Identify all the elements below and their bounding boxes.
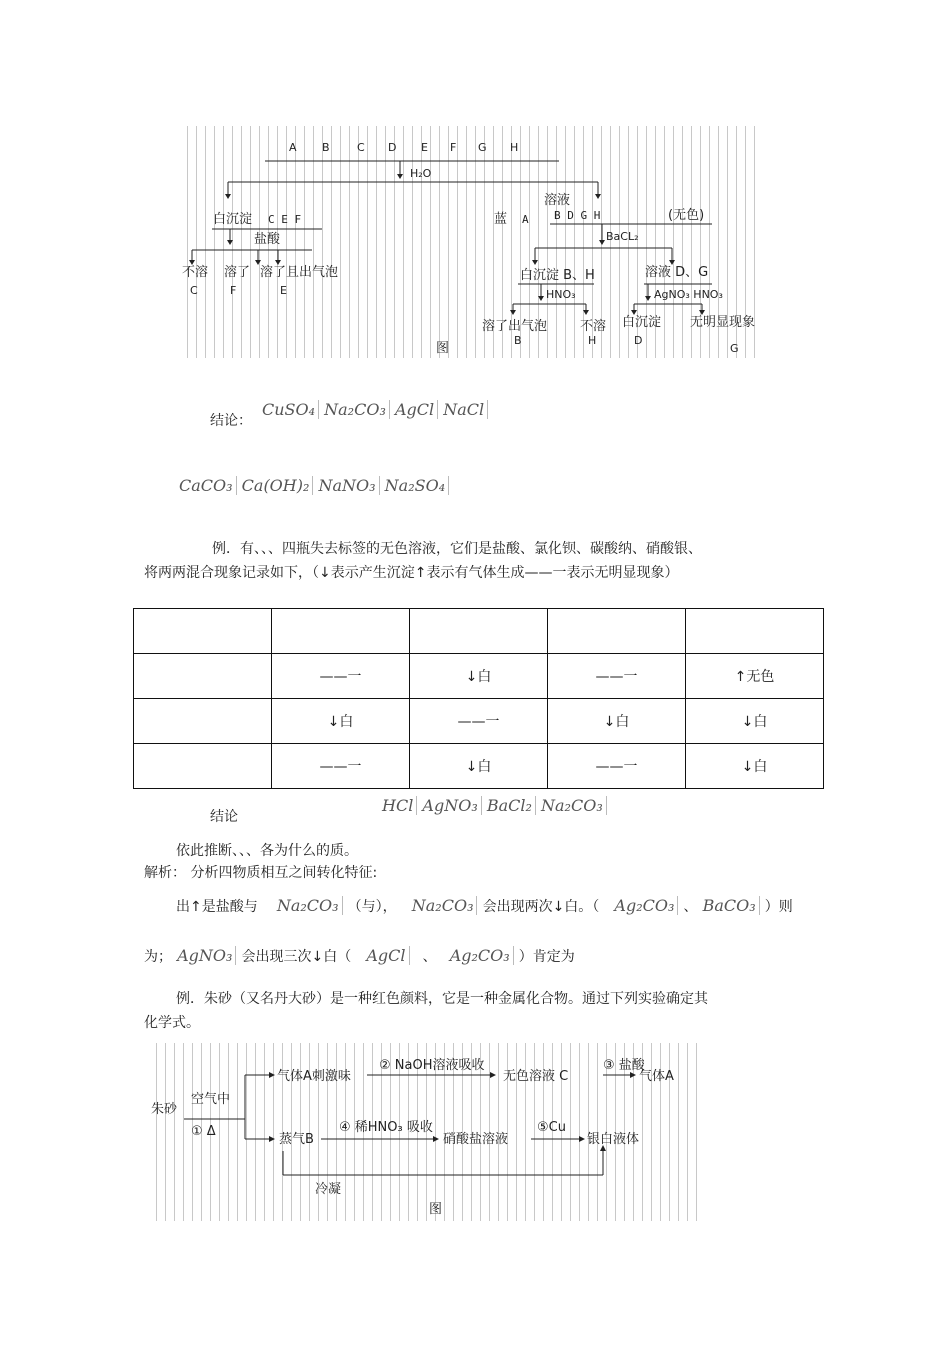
table-row — [134, 699, 824, 744]
label-b: B — [514, 334, 522, 347]
dissolved-label: 溶了 — [224, 265, 251, 280]
formula-nano3: NaNO₃ — [319, 476, 380, 495]
infer-line: 依此推断、、、各为什么的质。 — [176, 843, 358, 859]
conclusion1-label: 结论： — [210, 413, 252, 429]
table-cell: ↑无色 — [686, 654, 824, 699]
formula-ag2co3: Ag₂CO₃ — [614, 896, 678, 915]
label-c: C — [190, 284, 198, 297]
hcl-label: 盐酸 — [254, 232, 281, 247]
step2-label: ② NaOH溶液吸收 — [379, 1058, 485, 1073]
water-label: H₂O — [410, 167, 432, 180]
analysis-line-a — [176, 896, 793, 916]
a-label: A — [522, 213, 529, 226]
solution-c-label: 无色溶液 C — [503, 1069, 569, 1084]
formula-caoh2: Ca(OH)₂ — [242, 476, 314, 495]
vapor-b-label: 蒸气B — [279, 1132, 314, 1147]
condense-label: 冷凝 — [315, 1182, 342, 1197]
letter-a: A — [289, 141, 297, 154]
diagram2-caption: 图 — [429, 1202, 443, 1217]
conclusion1-formulas-row2 — [179, 476, 449, 495]
analysis-a-text4: 、 — [683, 899, 698, 915]
analysis-a-text5: ）则 — [764, 899, 793, 915]
analysis-b-text1: 为； — [144, 949, 172, 965]
letter-b: B — [322, 141, 330, 154]
white-precip-label: 白沉淀 — [213, 212, 253, 227]
dissolved-bubble-label: 溶了出气泡 — [482, 319, 548, 334]
analysis-b-text4: ）肯定为 — [518, 949, 575, 965]
formula-ag2co3-b: Ag₂CO₃ — [450, 946, 514, 965]
step3-label: ③ 盐酸 — [603, 1058, 645, 1073]
dissolved-gas-label: 溶了且出气泡 — [260, 265, 339, 280]
air-label: 空气中 — [191, 1092, 231, 1107]
agno3-hno3-label: AgNO₃ HNO₃ — [654, 288, 723, 301]
gas-a-label: 气体A刺激味 — [277, 1069, 351, 1084]
colorless-label: (无色) — [668, 208, 705, 223]
table-cell — [410, 609, 548, 654]
table-cell — [686, 609, 824, 654]
blue-label: 蓝 — [494, 212, 508, 227]
cinnabar-label: 朱砂 — [151, 1102, 178, 1117]
conclusion2-label: 结论 — [210, 809, 238, 825]
conclusion1-formulas-row1 — [262, 400, 488, 419]
diagram1-caption: 图 — [436, 341, 450, 356]
table-cell: ——一 — [548, 654, 686, 699]
table-row — [134, 654, 824, 699]
formula-agno3-b: AgNO₃ — [177, 946, 236, 965]
cef-label: C E F — [268, 213, 302, 226]
table-cell: ——一 — [410, 699, 548, 744]
table-cell — [134, 699, 272, 744]
example3-line2: 化学式。 — [144, 1015, 200, 1031]
table-row — [134, 744, 824, 789]
table-cell: ——一 — [272, 654, 410, 699]
analysis-a-text1: 出↑是盐酸与 — [176, 899, 258, 915]
step5-label: ⑤Cu — [537, 1120, 566, 1135]
example3-line1: 例．朱砂（又名丹大砂）是一种红色颜料，它是一种金属化合物。通过下列实验确定其 — [176, 991, 708, 1007]
label-e: E — [280, 284, 287, 297]
formula-na2co3: Na₂CO₃ — [324, 400, 390, 419]
diagram-1 — [182, 126, 758, 358]
table-cell: ↓白 — [686, 744, 824, 789]
formula-na2so4: Na₂SO₄ — [385, 476, 449, 495]
formula-caco3: CaCO₃ — [179, 476, 237, 495]
formula-agcl: AgCl — [395, 400, 438, 419]
table-cell — [134, 654, 272, 699]
table-cell — [272, 609, 410, 654]
analysis-a-text3: 会出现两次↓白。（ — [482, 899, 600, 915]
white-precip2-label: 白沉淀 — [622, 315, 662, 330]
table-cell: ↓白 — [410, 654, 548, 699]
letter-h: H — [510, 141, 519, 154]
formula-cuso4: CuSO₄ — [262, 400, 319, 419]
formula-hcl: HCl — [382, 796, 417, 815]
example2-line2: 将两两混合现象记录如下，（↓表示产生沉淀↑表示有气体生成——一表示无明显现象） — [144, 565, 679, 581]
gas-a2-label: 气体A — [639, 1069, 674, 1084]
label-g: G — [730, 342, 739, 355]
letter-c: C — [357, 141, 365, 154]
formula-na2co3-b: Na₂CO₃ — [412, 896, 478, 915]
no-change-label: 无明显现象 — [690, 315, 756, 330]
label-h: H — [588, 334, 597, 347]
step4-label: ④ 稀HNO₃ 吸收 — [339, 1120, 433, 1135]
analysis-line: 解析： 分析四物质相互之间转化特征: — [144, 865, 378, 881]
insoluble-label: 不溶 — [182, 265, 209, 280]
hno3-label: HNO₃ — [546, 288, 576, 301]
bacl2-label: BaCL₂ — [606, 230, 639, 243]
nitrate-label: 硝酸盐溶液 — [443, 1132, 509, 1147]
analysis-b-text3: 、 — [422, 949, 437, 965]
analysis-line-b — [144, 946, 575, 966]
formula-na2co3-2: Na₂CO₃ — [541, 796, 607, 815]
table-cell: ↓白 — [410, 744, 548, 789]
table-cell: ↓白 — [686, 699, 824, 744]
analysis-b-text2: 会出现三次↓白（ — [241, 949, 352, 965]
example2-line1: 例．有、、、四瓶失去标签的无色溶液，它们是盐酸、氯化钡、碳酸纳、硝酸银、 — [212, 541, 702, 557]
bdgh-label: B D G H — [554, 209, 601, 222]
letter-f: F — [450, 141, 457, 154]
formula-na2co3-a: Na₂CO₃ — [277, 896, 343, 915]
table-row — [134, 609, 824, 654]
analysis-a-text2: （与）， — [347, 899, 397, 915]
letter-d: D — [388, 141, 397, 154]
solution-dg-label: 溶液 D、G — [645, 265, 709, 280]
table-cell — [548, 609, 686, 654]
conclusion2-formulas — [382, 796, 607, 815]
diagram-2 — [151, 1043, 697, 1221]
table-cell: ——一 — [272, 744, 410, 789]
table-cell — [134, 609, 272, 654]
solution-label: 溶液 — [544, 193, 571, 208]
step1-label: ① Δ — [191, 1124, 216, 1139]
no-dissolve-label: 不溶 — [580, 319, 607, 334]
label-d: D — [634, 334, 643, 347]
formula-agcl-b: AgCl — [366, 946, 409, 965]
table-cell — [134, 744, 272, 789]
silver-label: 银白液体 — [587, 1132, 640, 1147]
formula-agno3: AgNO₃ — [422, 796, 481, 815]
formula-nacl: NaCl — [443, 400, 488, 419]
letter-e: E — [421, 141, 428, 154]
table-cell: ——一 — [548, 744, 686, 789]
table-cell: ↓白 — [272, 699, 410, 744]
letter-g: G — [478, 141, 487, 154]
formula-baco3: BaCO₃ — [703, 896, 760, 915]
white-precip-bh-label: 白沉淀 B、H — [520, 268, 595, 283]
observation-table — [133, 608, 824, 789]
table-cell: ↓白 — [548, 699, 686, 744]
label-f: F — [230, 284, 237, 297]
formula-bacl2: BaCl₂ — [487, 796, 536, 815]
